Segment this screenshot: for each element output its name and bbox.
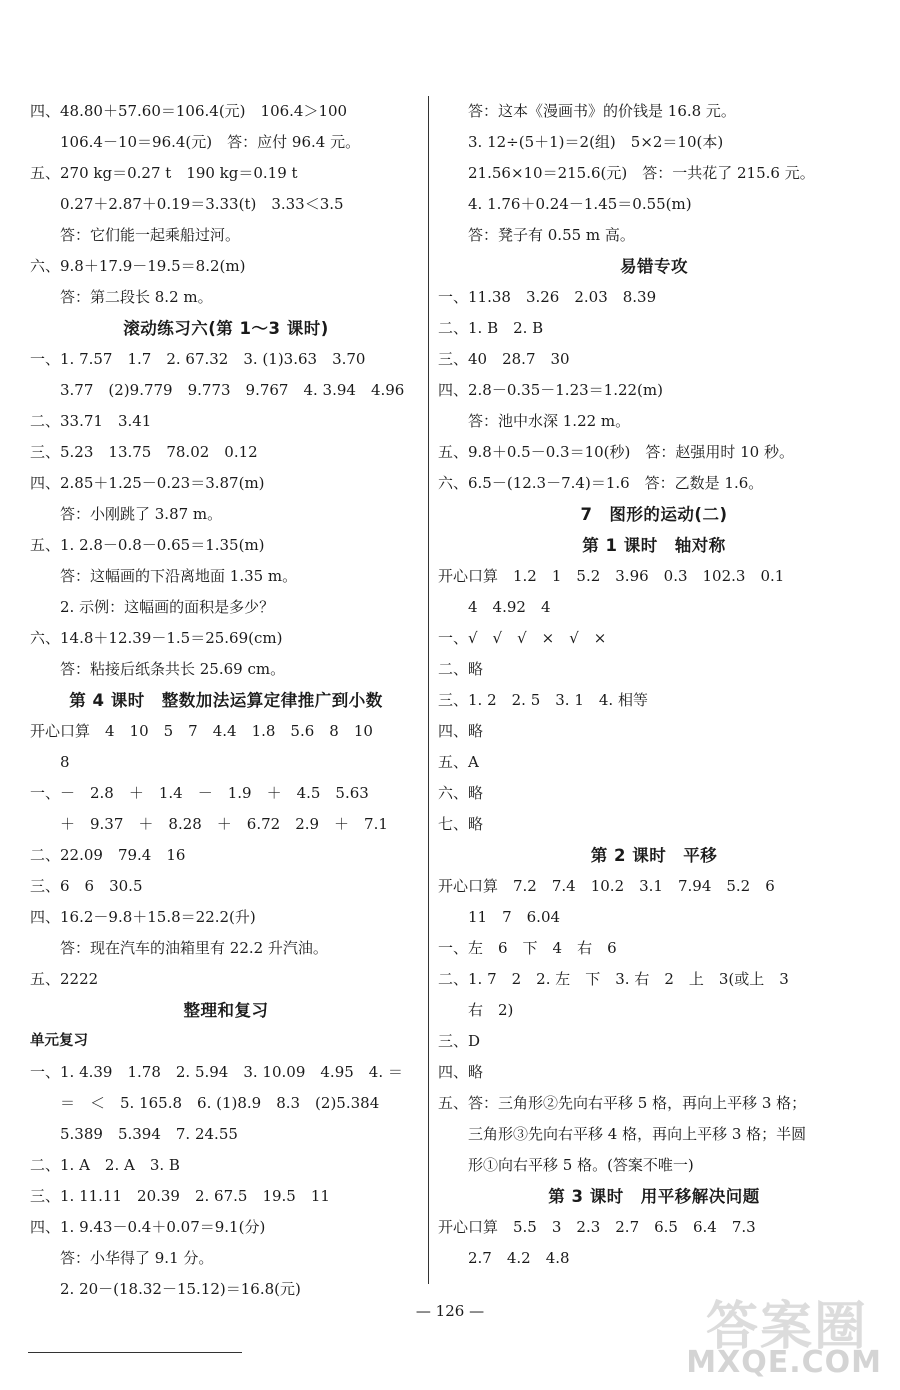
answer-line: 4. 1.76＋0.24－1.45＝0.55(m) — [468, 195, 692, 213]
right-column — [438, 96, 870, 1274]
answer-line: 四、1. 9.43－0.4＋0.07＝9.1(分) — [30, 1218, 266, 1236]
answer-line: 三角形③先向右平移 4 格，再向上平移 3 格；半圆 — [468, 1125, 807, 1143]
section-heading: 第 3 课时 用平移解决问题 — [548, 1187, 760, 1206]
section-heading: 第 4 课时 整数加法运算定律推广到小数 — [69, 691, 383, 710]
left-column — [30, 96, 422, 1305]
answer-line: 二、1. A 2. A 3. B — [30, 1156, 180, 1174]
answer-line: 六、6.5－(12.3－7.4)＝1.6 答：乙数是 1.6。 — [438, 474, 764, 492]
answer-line: 开心口算 4 10 5 7 4.4 1.8 5.6 8 10 — [30, 722, 373, 740]
answer-line: 11 7 6.04 — [468, 908, 561, 926]
answer-line: 答：凳子有 0.55 m 高。 — [468, 226, 635, 244]
answer-line: 一、√ √ √ × √ × — [438, 629, 607, 647]
answer-line: 七、略 — [438, 815, 484, 833]
column-divider — [428, 96, 429, 1284]
answer-line: 答：这本《漫画书》的价钱是 16.8 元。 — [468, 102, 736, 120]
section-heading: 滚动练习六(第 1～3 课时) — [123, 319, 329, 338]
answer-line: 五、2222 — [30, 970, 99, 988]
answer-line: 开心口算 5.5 3 2.3 2.7 6.5 6.4 7.3 — [438, 1218, 756, 1236]
answer-line: 答：小华得了 9.1 分。 — [60, 1249, 214, 1267]
answer-line: 开心口算 7.2 7.4 10.2 3.1 7.94 5.2 6 — [438, 877, 775, 895]
answer-line: 开心口算 1.2 1 5.2 3.96 0.3 102.3 0.1 — [438, 567, 785, 585]
section-heading: 7 图形的运动(二) — [580, 505, 728, 524]
answer-line: 二、1. 7 2 2. 左 下 3. 右 2 上 3(或上 3 — [438, 970, 789, 988]
answer-line: 六、14.8＋12.39－1.5＝25.69(cm) — [30, 629, 283, 647]
answer-line: 右 2) — [468, 1001, 514, 1019]
answer-line: 二、1. B 2. B — [438, 319, 544, 337]
answer-line: 3.77 (2)9.779 9.773 9.767 4. 3.94 4.96 — [60, 381, 405, 399]
section-heading: 整理和复习 — [183, 1001, 269, 1020]
answer-line: 四、2.8－0.35－1.23＝1.22(m) — [438, 381, 663, 399]
answer-line: 形①向右平移 5 格。(答案不唯一) — [468, 1156, 694, 1174]
watermark-logo: 答案圈 — [706, 1297, 869, 1357]
answer-line: 答：粘接后纸条共长 25.69 cm。 — [60, 660, 286, 678]
answer-line: 答：它们能一起乘船过河。 — [60, 226, 241, 244]
answer-line: 4 4.92 4 — [468, 598, 551, 616]
answer-line: 答：小刚跳了 3.87 m。 — [60, 505, 223, 523]
answer-line: 三、1. 11.11 20.39 2. 67.5 19.5 11 — [30, 1187, 330, 1205]
answer-line: 答：现在汽车的油箱里有 22.2 升汽油。 — [60, 939, 328, 957]
answer-line: 二、22.09 79.4 16 — [30, 846, 186, 864]
answer-line: 三、D — [438, 1032, 481, 1050]
answer-line: 2. 示例：这幅画的面积是多少？ — [60, 598, 275, 616]
section-heading: 第 1 课时 轴对称 — [582, 536, 726, 555]
page-number: — 126 — — [415, 1302, 485, 1320]
answer-line: ＋ 9.37 ＋ 8.28 ＋ 6.72 2.9 ＋ 7.1 — [60, 815, 388, 833]
answer-line: 三、1. 2 2. 5 3. 1 4. 相等 — [438, 691, 648, 709]
answer-line: 四、16.2－9.8＋15.8＝22.2(升) — [30, 908, 256, 926]
answer-line: 四、2.85＋1.25－0.23＝3.87(m) — [30, 474, 265, 492]
answer-line: 一、11.38 3.26 2.03 8.39 — [438, 288, 657, 306]
answer-line: 5.389 5.394 7. 24.55 — [60, 1125, 238, 1143]
answer-line: 三、40 28.7 30 — [438, 350, 570, 368]
answer-line: 三、5.23 13.75 78.02 0.12 — [30, 443, 258, 461]
answer-line: 一、左 6 下 4 右 6 — [438, 939, 617, 957]
answer-line: 五、270 kg＝0.27 t 190 kg＝0.19 t — [30, 164, 298, 182]
answer-line: 五、9.8＋0.5－0.3＝10(秒) 答：赵强用时 10 秒。 — [438, 443, 794, 461]
watermark-text: MXQE.COM — [686, 1345, 882, 1380]
section-heading: 第 2 课时 平移 — [590, 846, 718, 865]
answer-line: 五、A — [438, 753, 479, 771]
answer-line: 2.7 4.2 4.8 — [468, 1249, 570, 1267]
answer-line: 8 — [60, 753, 70, 771]
footnote-rule — [28, 1352, 242, 1353]
answer-line: 一、－ 2.8 ＋ 1.4 － 1.9 ＋ 4.5 5.63 — [30, 784, 369, 802]
answer-line: 二、略 — [438, 660, 484, 678]
answer-line: 答：池中水深 1.22 m。 — [468, 412, 631, 430]
answer-line: 四、略 — [438, 722, 484, 740]
answer-line: 答：第二段长 8.2 m。 — [60, 288, 213, 306]
answer-line: 五、1. 2.8－0.8－0.65＝1.35(m) — [30, 536, 265, 554]
answer-line: 2. 20－(18.32－15.12)＝16.8(元) — [60, 1280, 301, 1298]
answer-line: 106.4－10＝96.4(元) 答：应付 96.4 元。 — [60, 133, 361, 151]
answer-line: 五、答：三角形②先向右平移 5 格，再向上平移 3 格； — [438, 1094, 807, 1112]
answer-line: 六、略 — [438, 784, 484, 802]
answer-line: 一、1. 7.57 1.7 2. 67.32 3. (1)3.63 3.70 — [30, 350, 366, 368]
subsection-heading: 单元复习 — [30, 1033, 88, 1049]
answer-line: 三、6 6 30.5 — [30, 877, 143, 895]
answer-line: 四、略 — [438, 1063, 484, 1081]
answer-line: 四、48.80＋57.60＝106.4(元) 106.4＞100 — [30, 102, 348, 120]
answer-line: 六、9.8＋17.9－19.5＝8.2(m) — [30, 257, 246, 275]
answer-line: 二、33.71 3.41 — [30, 412, 152, 430]
watermark — [686, 1282, 886, 1382]
answer-line: 一、1. 4.39 1.78 2. 5.94 3. 10.09 4.95 4. ＝ — [30, 1063, 403, 1081]
answer-line: 0.27＋2.87＋0.19＝3.33(t) 3.33＜3.5 — [60, 195, 344, 213]
section-heading: 易错专攻 — [620, 257, 688, 276]
answer-line: ＝ ＜ 5. 165.8 6. (1)8.9 8.3 (2)5.384 — [60, 1094, 380, 1112]
answer-line: 3. 12÷(5＋1)＝2(组) 5×2＝10(本) — [468, 133, 724, 151]
answer-line: 21.56×10＝215.6(元) 答：一共花了 215.6 元。 — [468, 164, 815, 182]
answer-line: 答：这幅画的下沿离地面 1.35 m。 — [60, 567, 298, 585]
